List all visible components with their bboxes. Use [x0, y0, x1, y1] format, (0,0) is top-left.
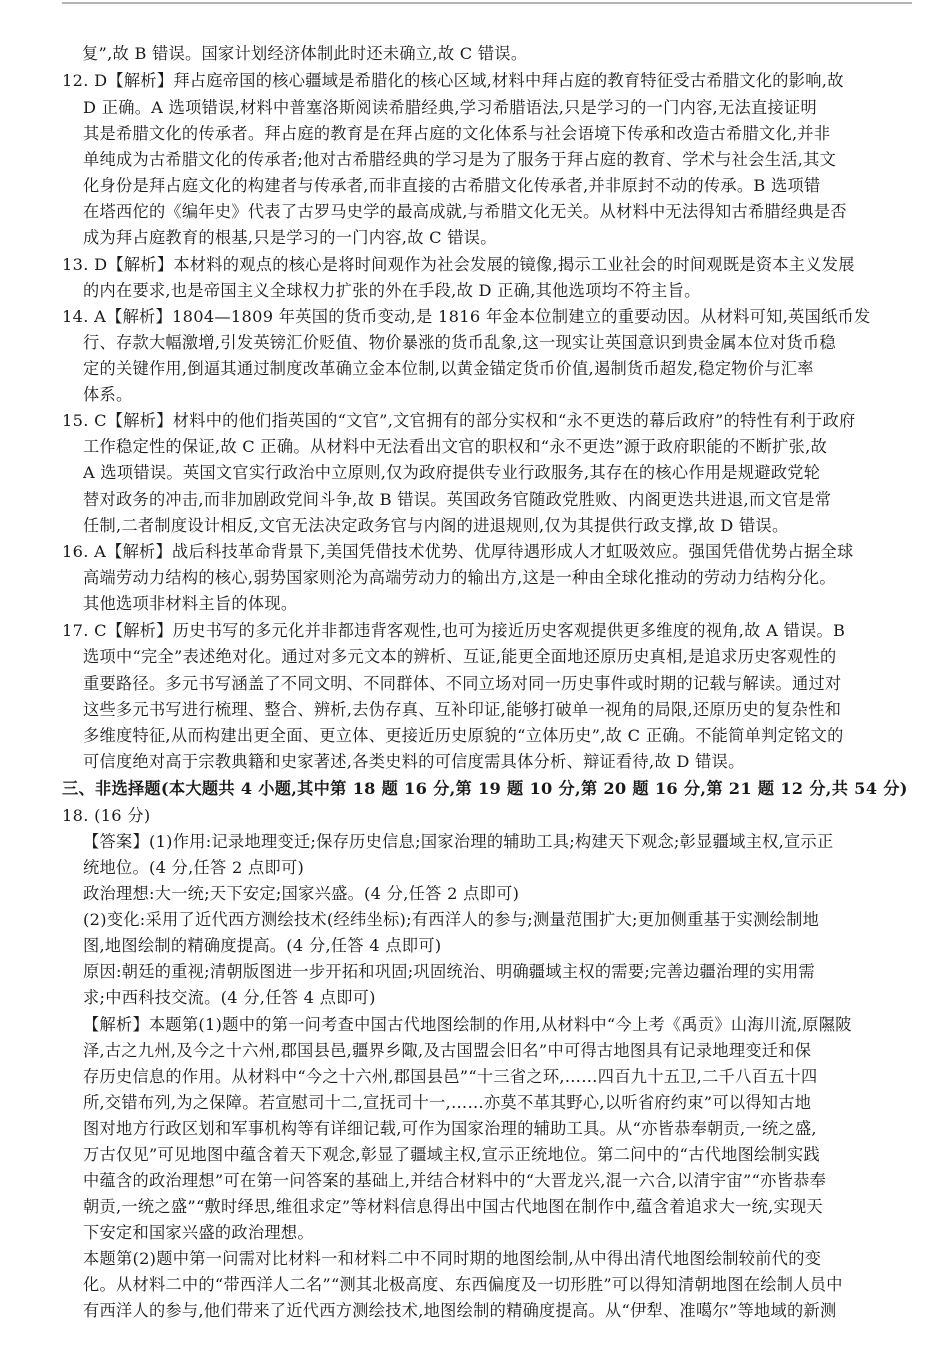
text-line: 这些多元书写进行梳理、整合、辨析,去伪存真、互补印证,能够打破单一视角的局限,还原历史的复杂性和 — [83, 700, 842, 719]
text-line: 体系。 — [83, 385, 133, 404]
text-line: 泽,古之九州,及今之十六州,郡国县邑,疆界乡陬,及古国盟会旧名”中可得古地图具有记录地理变迁和保 — [83, 1041, 812, 1060]
text-line: 成为拜占庭教育的根基,只是学习的一门内容,故 C 错误。 — [83, 228, 497, 247]
text-line: 朝贡,一统之盛”“敷时绎思,维徂求定”等材料信息得出中国古代地图在制作中,蕴含着追求大一统,实现天 — [83, 1197, 823, 1216]
cropped-line-top — [62, 0, 912, 6]
text-line: 多维度特征,从而构建出更全面、更立体、更接近历史原貌的“立体历史”,故 C 正确。不能简单判定铭文的 — [83, 726, 844, 745]
text-line: 化。从材料二中的“带西洋人二名”“测其北极高度、东西偏度及一切形胜”可以得知清朝地图在绘制人员中 — [83, 1275, 843, 1294]
text-line: 选项中“完全”表述绝对化。通过对多元文本的辨析、互证,能更全面地还原历史真相,是追求历史客观性的 — [83, 647, 837, 666]
text-line: 求;中西科技交流。(4 分,任答 4 点即可) — [83, 988, 376, 1007]
text-line: 【解析】本题第(1)题中的第一问考查中国古代地图绘制的作用,从材料中“今上考《禹贡》山海川流,原隰陂 — [83, 1015, 852, 1034]
text-line: 【答案】(1)作用:记录地理变迁;保存历史信息;国家治理的辅助工具;构建天下观念;彰显疆域主权,宣示正 — [83, 832, 834, 851]
text-line: 14. A【解析】1804—1809 年英国的货币变动,是 1816 年金本位制建立的重要动因。从材料可知,英国纸币发 — [62, 307, 871, 326]
text-line: 原因:朝廷的重视;清朝版图进一步开拓和巩固;巩固统治、明确疆域主权的需要;完善边疆治理的实用需 — [83, 962, 815, 981]
text-line: 其是希腊文化的传承者。拜占庭的教育是在拜占庭的文化体系与社会语境下传承和改造古希腊文化,并非 — [83, 124, 831, 143]
text-line: 高端劳动力结构的核心,弱势国家则沦为高端劳动力的输出方,这是一种由全球化推动的劳动力结构分化。 — [83, 568, 836, 587]
text-line: 其他选项非材料主旨的体现。 — [83, 594, 298, 613]
text-line: 在塔西佗的《编年史》代表了古罗马史学的最高成就,与希腊文化无关。从材料中无法得知古希腊经典是否 — [83, 202, 847, 221]
text-line: 所,交错布列,为之保障。若宣慰司十二,宣抚司十一,……亦莫不革其野心,以听省府约束”可以得知古地 — [83, 1093, 812, 1112]
text-line: 可信度绝对高于宗教典籍和史家著述,各类史料的可信度需具体分析、辩证看待,故 D 错误。 — [83, 752, 745, 771]
text-line: 替对政务的冲击,而非加剧政党间斗争,故 B 错误。英国政务官随政党胜败、内阁更迭共进退,而文官是常 — [83, 490, 832, 509]
text-line: 定的关键作用,倒逼其通过制度改革确立金本位制,以黄金锚定货币价值,遏制货币超发,稳定物价与汇率 — [83, 359, 814, 378]
text-line: 17. C【解析】历史书写的多元化并非都违背客观性,也可为接近历史客观提供更多维度的视角,故 A 错误。B — [62, 621, 846, 640]
text-line: 行、存款大幅激增,引发英镑汇价贬值、物价暴涨的货币乱象,这一现实让英国意识到贵金属本位对货币稳 — [83, 333, 836, 352]
text-line: 任制,二者制度设计相反,文官无法决定政务官与内阁的进退规则,仅为其提供行政支撑,故 D 错误。 — [83, 516, 789, 535]
text-line: 12. D【解析】拜占庭帝国的核心疆域是希腊化的核心区域,材料中拜占庭的教育特征受古希腊文化的影响,故 — [62, 71, 844, 90]
text-line: 16. A【解析】战后科技革命背景下,美国凭借技术优势、优厚待遇形成人才虹吸效应。强国凭借优势占据全球 — [62, 542, 854, 561]
text-line: 有西洋人的参与,他们带来了近代西方测绘技术,地图绘制的精确度提高。从“伊犁、准噶尔”等地域的新测 — [83, 1301, 837, 1320]
text-line: 化身份是拜占庭文化的构建者与传承者,而非直接的古希腊文化传承者,并非原封不动的传承。B 选项错 — [83, 176, 821, 195]
text-line: 15. C【解析】材料中的他们指英国的“文官”,文官拥有的部分实权和“永不更迭的幕后政府”的特性有利于政府 — [62, 411, 856, 430]
text-line: 18. (16 分) — [62, 806, 151, 825]
text-line: 本题第(2)题中第一问需对比材料一和材料二中不同时期的地图绘制,从中得出清代地图绘制较前代的变 — [83, 1249, 822, 1268]
text-line: 工作稳定性的保证,故 C 正确。从材料中无法看出文官的职权和“永不更迭”源于政府职能的不断扩张,故 — [83, 437, 828, 456]
text-line: 政治理想:大一统;天下安定;国家兴盛。(4 分,任答 2 点即可) — [83, 884, 520, 903]
text-line: 13. D【解析】本材料的观点的核心是将时间观作为社会发展的镜像,揭示工业社会的时间观既是资本主义发展 — [62, 255, 855, 274]
text-line: 下安定和国家兴盛的政治理想。 — [83, 1223, 314, 1242]
text-line: 统地位。(4 分,任答 2 点即可) — [83, 858, 305, 877]
text-line: D 正确。A 选项错误,材料中普塞洛斯阅读希腊经典,学习希腊语法,只是学习的一门内容,无法直接证明 — [83, 98, 817, 117]
text-line: 万古仅见”可见地图中蕴含着天下观念,彰显了疆域主权,宣示正统地位。第二问中的“古代地图绘制实践 — [83, 1145, 821, 1164]
text-line: 单纯成为古希腊文化的传承者;他对古希腊经典的学习是为了服务于拜占庭的教育、学术与社会生活,其文 — [83, 150, 837, 169]
text-line: 重要路径。多元书写涵盖了不同文明、不同群体、不同立场对同一历史事件或时期的记载与解读。通过对 — [83, 674, 842, 693]
text-line: 复”,故 B 错误。国家计划经济体制此时还未确立,故 C 错误。 — [82, 44, 528, 63]
text-line: 图对地方行政区划和军事机构等有详细记载,可作为国家治理的辅助工具。从“亦皆恭奉朝贡,一统之盛, — [83, 1119, 817, 1138]
section-heading: 三、非选择题(本大题共 4 小题,其中第 18 题 16 分,第 19 题 10 分,第 20 题 16 分,第 21 题 12 分,共 54 分) — [62, 779, 908, 798]
text-line: 存历史信息的作用。从材料中“今之十六州,郡国县邑”“十三省之环,……四百九十五卫,二千八百五十四 — [83, 1067, 818, 1086]
text-line: 图,地图绘制的精确度提高。(4 分,任答 4 点即可) — [83, 936, 442, 955]
text-line: A 选项错误。英国文官实行政治中立原则,仅为政府提供专业行政服务,其存在的核心作用是规避政党轮 — [83, 463, 821, 482]
text-line: (2)变化:采用了近代西方测绘技术(经纬坐标);有西洋人的参与;测量范围扩大;更加侧重基于实测绘制地 — [83, 910, 820, 929]
text-line: 的内在要求,也是帝国主义全球权力扩张的外在手段,故 D 正确,其他选项均不符主旨。 — [83, 281, 701, 300]
text-line: 中蕴含的政治理想”可在第一问答案的基础上,并结合材料中的“大晋龙兴,混一六合,以清宇宙”“亦皆恭奉 — [83, 1171, 827, 1190]
